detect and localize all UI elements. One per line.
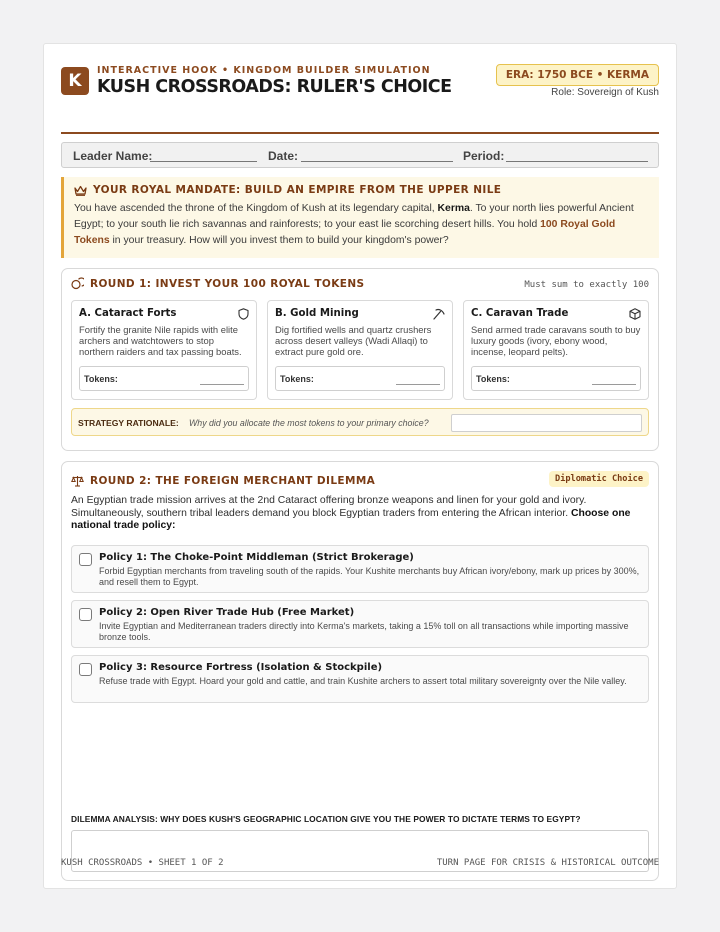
header [61, 64, 659, 134]
tokens-line [200, 384, 244, 385]
footer-right: TURN PAGE FOR CRISIS & HISTORICAL OUTCOME [436, 858, 659, 868]
policy-checkbox[interactable] [79, 553, 92, 566]
dilemma-instruction: Choose one national trade policy: [71, 507, 631, 531]
option-description: Dig fortified wells and quartz crushers across desert valleys (Wadi Allaqi) to extract pure gold ore. [275, 324, 432, 357]
tokens-label: Tokens: [280, 374, 314, 384]
tokens-line [396, 384, 440, 385]
role-label: Role: Sovereign of Kush [551, 87, 659, 98]
mandate-text-1: You have ascended the throne of the Kingdom of Kush at its legendary capital, [74, 203, 438, 214]
pickaxe-icon [433, 308, 445, 320]
round-2-title: ROUND 2: THE FOREIGN MERCHANT DILEMMA [90, 475, 376, 487]
mandate-text-2: . To your north lies powerful Ancient Egypt; to your south lie rich savannas and rainforests; to your east lie scorching desert hills. You hold [74, 203, 634, 230]
policy-title: Policy 3: Resource Fortress (Isolation & Stockpile) [99, 661, 383, 673]
token-count: 100 Royal Gold Tokens [74, 219, 616, 246]
strategy-question: Why did you allocate the most tokens to your primary choice? [189, 418, 429, 428]
strategy-input[interactable] [451, 414, 642, 432]
analysis-question: DILEMMA ANALYSIS: WHY DOES KUSH'S GEOGRAPHIC LOCATION GIVE YOU THE POWER TO DICTATE TERMS TO EGYPT? [71, 814, 581, 824]
option-caravan-trade [463, 300, 649, 400]
policy-option[interactable] [71, 655, 649, 703]
dilemma-intro-text: An Egyptian trade mission arrives at the 2nd Cataract offering bronze weapons and linen for your gold and ivory. Simultaneously, southern tribal leaders demand you block Egyptian traders from entering the African interior. [71, 495, 587, 519]
option-gold-mining [267, 300, 453, 400]
mandate-text-3: in your treasury. How will you invest them to build your kingdom's power? [109, 235, 449, 246]
round-1-title: ROUND 1: INVEST YOUR 100 ROYAL TOKENS [90, 277, 365, 290]
date-label: Date: [268, 149, 299, 163]
leader-name-field[interactable] [150, 161, 257, 162]
page-footer [61, 858, 659, 868]
policy-option[interactable] [71, 545, 649, 593]
student-info-bar [61, 142, 659, 168]
tokens-input[interactable] [471, 366, 641, 391]
worksheet [43, 43, 677, 889]
page-title: KUSH CROSSROADS: RULER'S CHOICE [97, 77, 452, 97]
round-2-section [61, 461, 659, 881]
policy-checkbox[interactable] [79, 608, 92, 621]
kicker: INTERACTIVE HOOK • KINGDOM BUILDER SIMULATION [97, 65, 431, 76]
tokens-label: Tokens: [84, 374, 118, 384]
option-title: C. Caravan Trade [471, 308, 569, 319]
option-title: B. Gold Mining [275, 308, 359, 319]
policy-description: Forbid Egyptian merchants from traveling south of the rapids. Your Kushite merchants buy African ivory/ebony, mark up prices by 300%, and resell them to Egypt. [99, 565, 640, 587]
period-label: Period: [463, 149, 505, 163]
mandate-heading [74, 184, 649, 196]
shield-icon [238, 308, 249, 320]
option-title: A. Cataract Forts [79, 308, 177, 319]
tokens-input[interactable] [275, 366, 445, 391]
tokens-input[interactable] [79, 366, 249, 391]
mandate-text [74, 201, 649, 249]
royal-mandate [61, 177, 659, 258]
scales-icon [71, 475, 84, 487]
investment-options [71, 300, 649, 400]
option-description: Send armed trade caravans south to buy luxury goods (ivory, ebony wood, incense, leopard pelts). [471, 324, 641, 357]
option-cataract-forts [71, 300, 257, 400]
coins-icon [71, 277, 84, 290]
diplomatic-choice-badge: Diplomatic Choice [549, 471, 649, 487]
mandate-title: YOUR ROYAL MANDATE: BUILD AN EMPIRE FROM THE UPPER NILE [93, 184, 502, 196]
option-description: Fortify the granite Nile rapids with elite archers and watchtowers to stop northern raiders and tax passing boats. [79, 324, 242, 357]
policy-description: Refuse trade with Egypt. Hoard your gold and cattle, and train Kushite archers to assert total military sovereignty over the Nile valley. [99, 675, 627, 686]
capital-name: Kerma [437, 203, 470, 214]
leader-name-label: Leader Name: [73, 149, 153, 163]
policy-checkbox[interactable] [79, 663, 92, 676]
tokens-label: Tokens: [476, 374, 510, 384]
strategy-label: STRATEGY RATIONALE: [78, 418, 179, 428]
policy-description: Invite Egyptian and Mediterranean traders directly into Kerma's markets, taking a 15% toll on all transactions while importing massive bronze tools. [99, 620, 629, 642]
strategy-rationale [71, 408, 649, 436]
policy-title: Policy 1: The Choke-Point Middleman (Strict Brokerage) [99, 551, 414, 563]
footer-left: KUSH CROSSROADS • SHEET 1 OF 2 [61, 858, 224, 868]
crown-icon [74, 185, 87, 196]
sum-note: Must sum to exactly 100 [524, 280, 649, 290]
period-field[interactable] [506, 161, 648, 162]
policy-option[interactable] [71, 600, 649, 648]
era-badge: ERA: 1750 BCE • KERMA [496, 64, 659, 86]
policy-title: Policy 2: Open River Trade Hub (Free Market) [99, 606, 355, 618]
dilemma-intro [71, 495, 649, 533]
round-1-section [61, 268, 659, 451]
kush-logo: K [61, 67, 89, 95]
package-icon [629, 308, 641, 320]
date-field[interactable] [301, 161, 453, 162]
tokens-line [592, 384, 636, 385]
